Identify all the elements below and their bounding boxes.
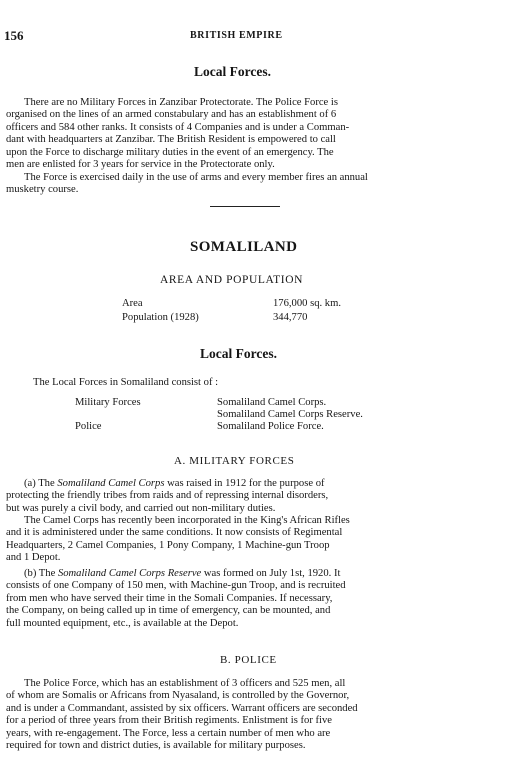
text-line: the Company, on being called up in time of emergency, can be mounted, and xyxy=(6,605,331,617)
forces-category-police: Police xyxy=(75,421,102,432)
text-line: protecting the friendly tribes from raids and of repressing internal disorders, xyxy=(6,490,329,502)
military-paragraph-b xyxy=(6,568,488,630)
italic-unit-name: Somaliland Camel Corps Reserve xyxy=(57,568,202,579)
section-heading: Local Forces. xyxy=(200,346,277,361)
zanzibar-local-forces-heading xyxy=(194,64,271,80)
text-line: consists of one Company of 150 men, with Machine-gun Troop, and is recruited xyxy=(6,580,346,592)
text-line: years, with re-engagement. The Force, less a certain number of men who are xyxy=(6,727,331,739)
text-line: from men who have served their time in the Somali Companies. If necessary, xyxy=(6,592,333,604)
military-forces-heading: A. MILITARY FORCES xyxy=(174,455,295,467)
forces-unit: Somaliland Camel Corps. xyxy=(217,397,327,408)
text-line: The Force is exercised daily in the use of arms and every member fires an annual xyxy=(24,172,368,183)
text-line: and it is administered under the same conditions. It now consists of Regimental xyxy=(6,527,343,539)
text-line: musketry course. xyxy=(6,184,79,196)
running-title: BRITISH EMPIRE xyxy=(190,30,283,41)
population-label: Population (1928) xyxy=(122,312,199,323)
text-line: Headquarters, 2 Camel Companies, 1 Pony Company, 1 Machine-gun Troop xyxy=(6,539,330,551)
military-paragraph-a xyxy=(6,478,488,515)
text-line: required for town and district duties, is available for military purposes. xyxy=(6,740,306,752)
text-line: and 1 Depot. xyxy=(6,552,61,564)
text-line xyxy=(6,478,488,490)
forces-unit: Somaliland Camel Corps Reserve. xyxy=(217,409,363,420)
area-value: 176,000 sq. km. xyxy=(273,298,341,309)
text-line: upon the Force to discharge military duties in the event of an emergency. The xyxy=(6,146,334,158)
zanzibar-paragraph-1 xyxy=(6,97,488,171)
text-fragment: was formed on July 1st, 1920. It xyxy=(203,568,341,579)
police-paragraph xyxy=(6,678,488,752)
somaliland-local-forces-heading xyxy=(200,346,277,362)
italic-unit-name: Somaliland Camel Corps xyxy=(57,478,165,489)
text-line: full mounted equipment, etc., is available at the Depot. xyxy=(6,617,239,629)
text-line: officers and 584 other ranks. It consists of 4 Companies and is under a Comman- xyxy=(6,121,350,133)
page-number: 156 xyxy=(4,28,24,43)
area-label: Area xyxy=(122,298,143,309)
item-label: (a) The xyxy=(24,478,55,489)
text-line: and is under a Commandant, assisted by six officers. Warrant officers are seconded xyxy=(6,702,358,714)
section-heading: Local Forces. xyxy=(194,64,271,79)
text-line: dant with headquarters at Zanzibar. The British Resident is empowered to call xyxy=(6,134,336,146)
text-line: of whom are Somalis or Africans from Nyasaland, is controlled by the Governor, xyxy=(6,690,350,702)
forces-intro: The Local Forces in Somaliland consist of : xyxy=(33,377,219,388)
text-line: for a period of three years from their British regiments. Enlistment is for five xyxy=(6,715,332,727)
somaliland-title: SOMALILAND xyxy=(190,239,298,255)
text-line: The Police Force, which has an establishment of 3 officers and 525 men, all xyxy=(24,678,346,689)
text-fragment: was raised in 1912 for the purpose of xyxy=(167,478,325,489)
text-line: but was purely a civil body, and carried out non-military duties. xyxy=(6,502,276,514)
text-line: There are no Military Forces in Zanzibar Protectorate. The Police Force is xyxy=(24,97,338,108)
military-paragraph-a2 xyxy=(6,515,488,565)
forces-category-military: Military Forces xyxy=(75,397,141,408)
zanzibar-paragraph-2 xyxy=(6,172,488,197)
police-heading: B. POLICE xyxy=(220,654,277,666)
section-divider xyxy=(210,206,280,207)
population-value: 344,770 xyxy=(273,312,308,323)
text-line xyxy=(6,568,488,580)
text-line: men are enlisted for 3 years for service in the Protectorate only. xyxy=(6,159,275,171)
item-label: (b) The xyxy=(24,568,56,579)
text-line: organised on the lines of an armed constabulary and has an establishment of 6 xyxy=(6,109,337,121)
text-line: The Camel Corps has recently been incorporated in the King's African Rifles xyxy=(24,515,350,526)
forces-unit: Somaliland Police Force. xyxy=(217,421,324,432)
area-population-heading: AREA AND POPULATION xyxy=(160,274,304,286)
